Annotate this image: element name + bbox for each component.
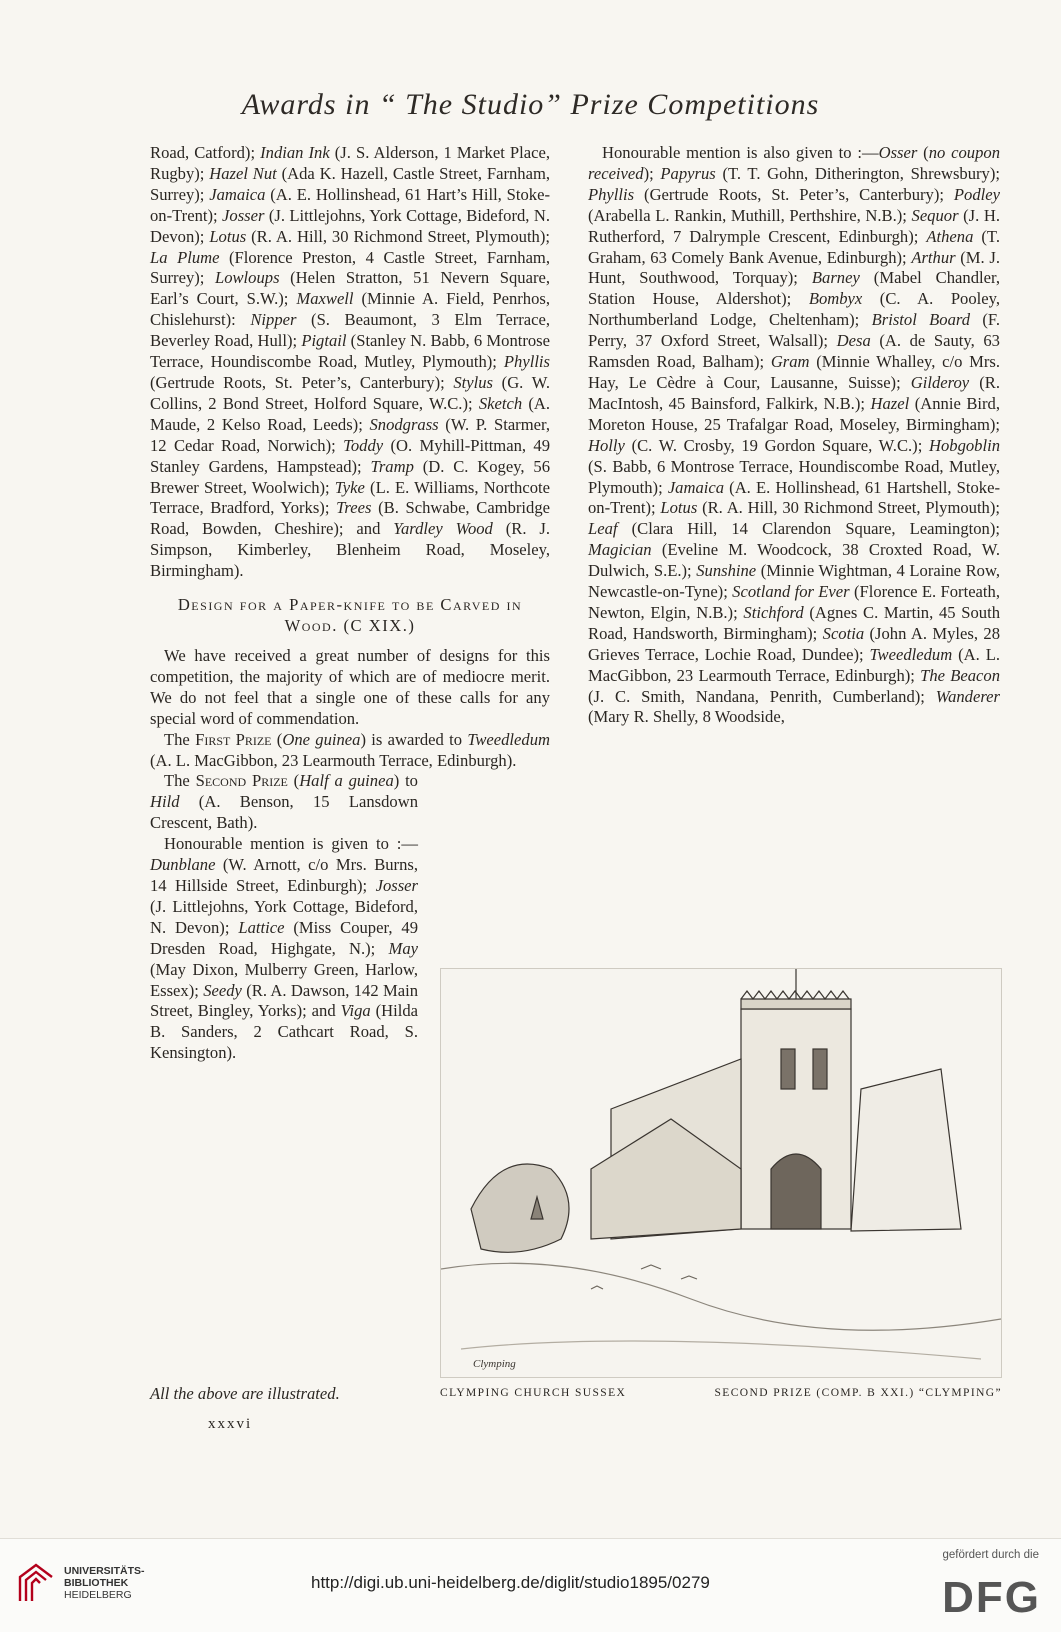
awards-list-paragraph: Road, Catford); Indian Ink (J. S. Alderson, 1 Market Place, Rugby); Hazel Nut (Ada K. Hazell, Castle Street, Farnham, Surrey); Jamaica (A. E. Hollinshead, 61 Hart’s Hill, Stoke-on-Trent); Josser (J. Littlejohns, York Cottage, Bideford, N. Devon); Lotus (R. A. Hill, 30 Richmond Street, Plymouth); La Plume (Florence Preston, 4 Castle Street, Farnham, Surrey); Lowloups (Helen Stratton, 51 Nevern Square, Earl’s Court, S.W.); Maxwell (Minnie A. Field, Penrhos, Chislehurst): Nipper (S. Beaumont, 3 Elm Terrace, Beverley Road, Hull); Pigtail (Stanley N. Babb, 6 Montrose Terrace, Houndiscombe Road, Mutley, Plymouth); Phyllis (Gertrude Roots, St. Peter’s, Canterbury); Stylus (G. W. Collins, 2 Bond Street, Holford Square, W.C.); Sketch (A. Maude, 2 Kelso Road, Leeds); Snodgrass (W. P. Starmer, 12 Cedar Road, Norwich); Toddy (O. Myhill-Pittman, 49 Stanley Gardens, Hampstead); Tramp (D. C. Kogey, 56 Brewer Street, Woolwich); Tyke (L. E. Williams, Northcote Terrace, Bradford, Yorks); Trees (B. Schwabe, Cambridge Road, Bowden, Cheshire); and Yardley Wood (R. J. Simpson, Kimberley, Blenheim Road, Moseley, Birmingham). <box>150 143 550 581</box>
page-number: xxxvi <box>208 1416 253 1432</box>
yew-tree <box>471 1164 569 1252</box>
page-header: Awards in “ The Studio” Prize Competitions <box>241 88 820 121</box>
illustrated-note: All the above are illustrated. <box>150 1384 340 1403</box>
left-column <box>150 143 550 1064</box>
continued-mentions-paragraph: Honourable mention is also given to :—Osser (no coupon received); Papyrus (T. T. Gohn, Ditherington, Shrewsbury); Phyllis (Gertrude Roots, St. Peter’s, Canterbury); Podley (Arabella L. Rankin, Muthill, Perthshire, N.B.); Sequor (J. H. Rutherford, 7 Dalrymple Crescent, Edinburgh); Athena (T. Graham, 63 Comely Bank Avenue, Edinburgh); Arthur (M. J. Hunt, Southwood, Torquay); Barney (Mabel Chandler, Station House, Aldershot); Bombyx (C. A. Pooley, Northumberland Lodge, Cheltenham); Bristol Board (F. Perry, 37 Oxford Street, Walsall); Desa (A. de Sauty, 63 Ramsden Road, Balham); Gram (Minnie Whalley, c/o Mrs. Hay, Le Cèdre à Cour, Lausanne, Suisse); Gilderoy (R. MacIntosh, 45 Bainsford, Falkirk, N.B.); Hazel (Annie Bird, Moreton House, 25 Trafalgar Road, Moseley, Birmingham); Holly (C. W. Crosby, 19 Gordon Square, W.C.); Hobgoblin (S. Babb, 6 Montrose Terrace, Houndiscombe Road, Mutley, Plymouth); Jamaica (A. E. Hollinshead, 61 Hartshell, Stoke-on-Trent); Lotus (R. A. Hill, 30 Richmond Street, Plymouth); Leaf (Clara Hill, 14 Clarendon Square, Leamington); Magician (Eveline M. Woodcock, 38 Croxted Road, W. Dulwich, S.E.); Sunshine (Minnie Wightman, 4 Loraine Row, Newcastle-on-Tyne); Scotland for Ever (Florence E. Forteath, Newton, Elgin, N.B.); Stichford (Agnes C. Martin, 45 South Road, Handsworth, Birmingham); Scotia (John A. Myles, 28 Grieves Terrace, Lochie Road, Dundee); Tweedledum (A. L. MacGibbon, 23 Learmouth Terrace, Edinburgh); The Beacon (J. C. Smith, Nandana, Penrith, Cumberland); Wanderer (Mary R. Shelly, 8 Woodside, <box>588 143 1001 727</box>
permalink[interactable]: http://digi.ub.uni-heidelberg.de/diglit/studio1895/0279 <box>311 1573 710 1592</box>
library-footer <box>0 1538 1061 1632</box>
university-library-logo-icon <box>14 1561 58 1605</box>
funding-note: gefördert durch die <box>942 1549 1039 1561</box>
right-column <box>588 143 1000 728</box>
church-illustration <box>440 968 1002 1378</box>
intro-paragraph: We have received a great number of designs for this competition, the majority of which are of mediocre merit. We do not feel that a single one of these calls for any special word of commendation. <box>150 646 550 728</box>
illustration-caption <box>440 1387 1002 1399</box>
university-name: UNIVERSITÄTS- BIBLIOTHEK HEIDELBERG <box>64 1565 145 1601</box>
caption-left: CLYMPING CHURCH SUSSEX <box>440 1387 627 1399</box>
section-heading: Design for a Paper-knife to be Carved in Wood. (C XIX.) <box>177 595 523 636</box>
caption-right: SECOND PRIZE (COMP. B XXI.) “CLYMPING” <box>714 1387 1002 1399</box>
artist-signature: Clymping <box>473 1358 516 1370</box>
honourable-mention-paragraph: Honourable mention is given to :—Dunblane (W. Arnott, c/o Mrs. Burns, 14 Hillside Street, Edinburgh); Josser (J. Littlejohns, York Cottage, Bideford, N. Devon); Lattice (Miss Couper, 49 Dresden Road, Highgate, N.); May (May Dixon, Mulberry Green, Harlow, Essex); Seedy (R. A. Dawson, 142 Main Street, Bingley, Yorks); and Viga (Hilda B. Sanders, 2 Cathcart Road, S. Kensington). <box>150 834 419 1063</box>
ground-line <box>441 1263 1001 1330</box>
church-door <box>771 1154 821 1229</box>
second-prize-paragraph: The Second Prize (Half a guinea) to Hild (A. Benson, 15 Lansdown Crescent, Bath). <box>150 771 418 833</box>
church-drawing <box>441 969 1001 1377</box>
dfg-logo: DFG <box>942 1573 1041 1622</box>
first-prize-paragraph: The First Prize (One guinea) is awarded to Tweedledum (A. L. MacGibbon, 23 Learmouth Terrace, Edinburgh). <box>150 729 550 770</box>
